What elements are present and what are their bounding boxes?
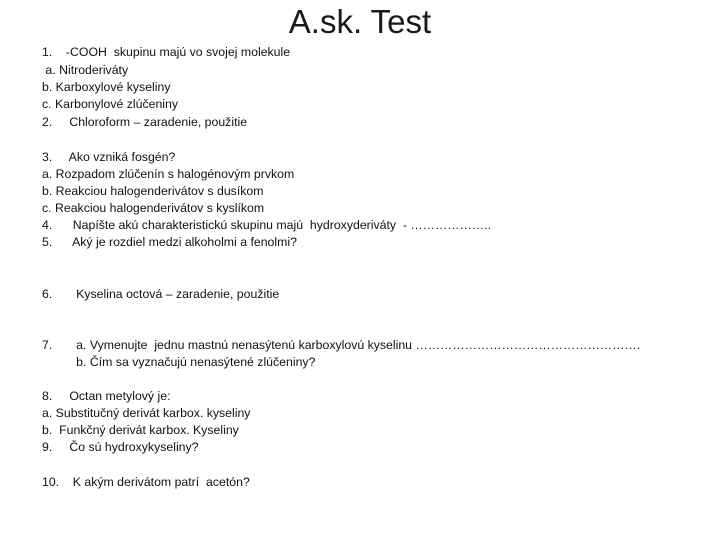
question-7: 7. a. Vymenujte jednu mastnú nenasýtenú karboxylovú kyselinu ……………………………………………….: [42, 338, 641, 352]
question-1-option-b: b. Karboxylové kyseliny: [42, 80, 171, 94]
question-6: 6. Kyselina octová – zaradenie, použitie: [42, 287, 280, 301]
question-5: 5. Aký je rozdiel medzi alkoholmi a fenolmi?: [42, 235, 297, 249]
question-8-option-a: a. Substitučný derivát karbox. kyseliny: [42, 406, 251, 420]
question-1: 1. -COOH skupinu majú vo svojej molekule: [42, 45, 291, 59]
page-title: A.sk. Test: [288, 3, 432, 40]
question-8-option-b: b. Funkčný derivát karbox. Kyseliny: [42, 423, 239, 437]
question-9: 9. Čo sú hydroxykyseliny?: [42, 440, 199, 454]
question-1-option-c: c. Karbonylové zlúčeniny: [42, 97, 179, 111]
question-3: 3. Ako vzniká fosgén?: [42, 150, 176, 164]
question-3-option-c: c. Reakciou halogenderivátov s kyslíkom: [42, 201, 265, 215]
question-1-option-a: a. Nitroderiváty: [42, 63, 129, 77]
question-3-option-a: a. Rozpadom zlúčenín s halogénovým prvkom: [42, 167, 295, 181]
question-3-option-b: b. Reakciou halogenderivátov s dusíkom: [42, 184, 264, 198]
question-4: 4. Napíšte akú charakteristickú skupinu majú hydroxyderiváty - ………………..: [42, 218, 491, 232]
question-10: 10. K akým derivátom patrí acetón?: [42, 475, 250, 489]
question-2: 2. Chloroform – zaradenie, použitie: [42, 115, 248, 129]
question-8: 8. Octan metylový je:: [42, 389, 171, 403]
question-7-part-b: b. Čím sa vyznačujú nenasýtené zlúčeniny?: [42, 355, 316, 369]
